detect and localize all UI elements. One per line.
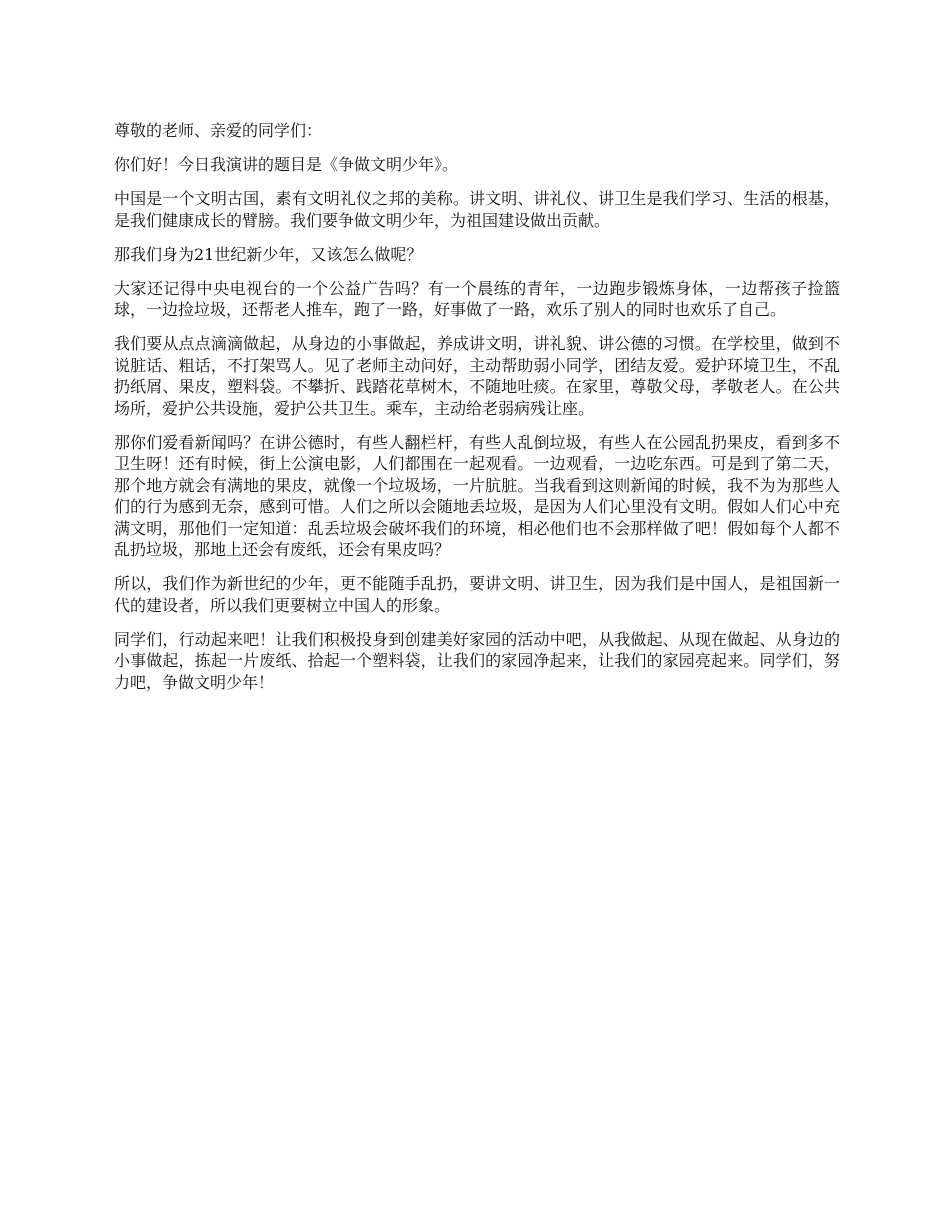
paragraph-small-things: 我们要从点点滴滴做起，从身边的小事做起，养成讲文明，讲礼貌、讲公德的习惯。在学校里，做到不说脏话、粗话，不打架骂人。见了老师主动问好，主动帮助弱小同学，团结友爱。爱护环境卫生，不乱扔纸屑、果皮，塑料袋。不攀折、践踏花草树木，不随地吐痰。在家里，尊敬父母，孝敬老人。在公共场所，爱护公共设施，爱护公共卫生。乘车，主动给老弱病残让座。 — [114, 334, 840, 418]
salutation: 尊敬的老师、亲爱的同学们： — [114, 121, 323, 140]
paragraph-news: 那你们爱看新闻吗？在讲公德时，有些人翻栏杆，有些人乱倒垃圾，有些人在公园乱扔果皮，看到多不卫生呀！还有时候，街上公演电影，人们都围在一起观看。一边观看，一边吃东西。可是到了第二天，那个地方就会有满地的果皮，就像一个垃圾场，一片肮脏。当我看到这则新闻的时候，我不为为那些人们的行为感到无奈，感到可惜。人们之所以会随地丢垃圾，是因为人们心里没有文明。假如人们心中充满文明，那他们一定知道：乱丢垃圾会破坏我们的环境，相必他们也不会那样做了吧！假如每个人都不乱扔垃圾，那地上还会有废纸，还会有果皮吗？ — [114, 432, 840, 559]
paragraph-therefore: 所以，我们作为新世纪的少年，更不能随手乱扔，要讲文明、讲卫生，因为我们是中国人，是祖国新一代的建设者，所以我们更要树立中国人的形象。 — [114, 574, 840, 615]
paragraph-public-ad: 大家还记得中央电视台的一个公益广告吗？有一个晨练的青年，一边跑步锻炼身体，一边帮孩子捡篮球，一边捡垃圾，还帮老人推车，跑了一路，好事做了一路，欢乐了别人的同时也欢乐了自己。 — [114, 278, 840, 319]
paragraph-call-to-action: 同学们，行动起来吧！让我们积极投身到创建美好家园的活动中吧，从我做起、从现在做起、从身边的小事做起，拣起一片废纸、拾起一个塑料袋，让我们的家园净起来，让我们的家园亮起来。同学们，努力吧，争做文明少年！ — [114, 629, 840, 692]
paragraph-question: 那我们身为21世纪新少年，又该怎么做呢？ — [114, 244, 423, 264]
paragraph-greeting: 你们好！今日我演讲的题目是《争做文明少年》。 — [114, 155, 459, 174]
document-page — [114, 120, 840, 706]
paragraph-china-civilization: 中国是一个文明古国，素有文明礼仪之邦的美称。讲文明、讲礼仪、讲卫生是我们学习、生活的根基，是我们健康成长的臂膀。我们要争做文明少年，为祖国建设做出贡献。 — [114, 189, 840, 230]
